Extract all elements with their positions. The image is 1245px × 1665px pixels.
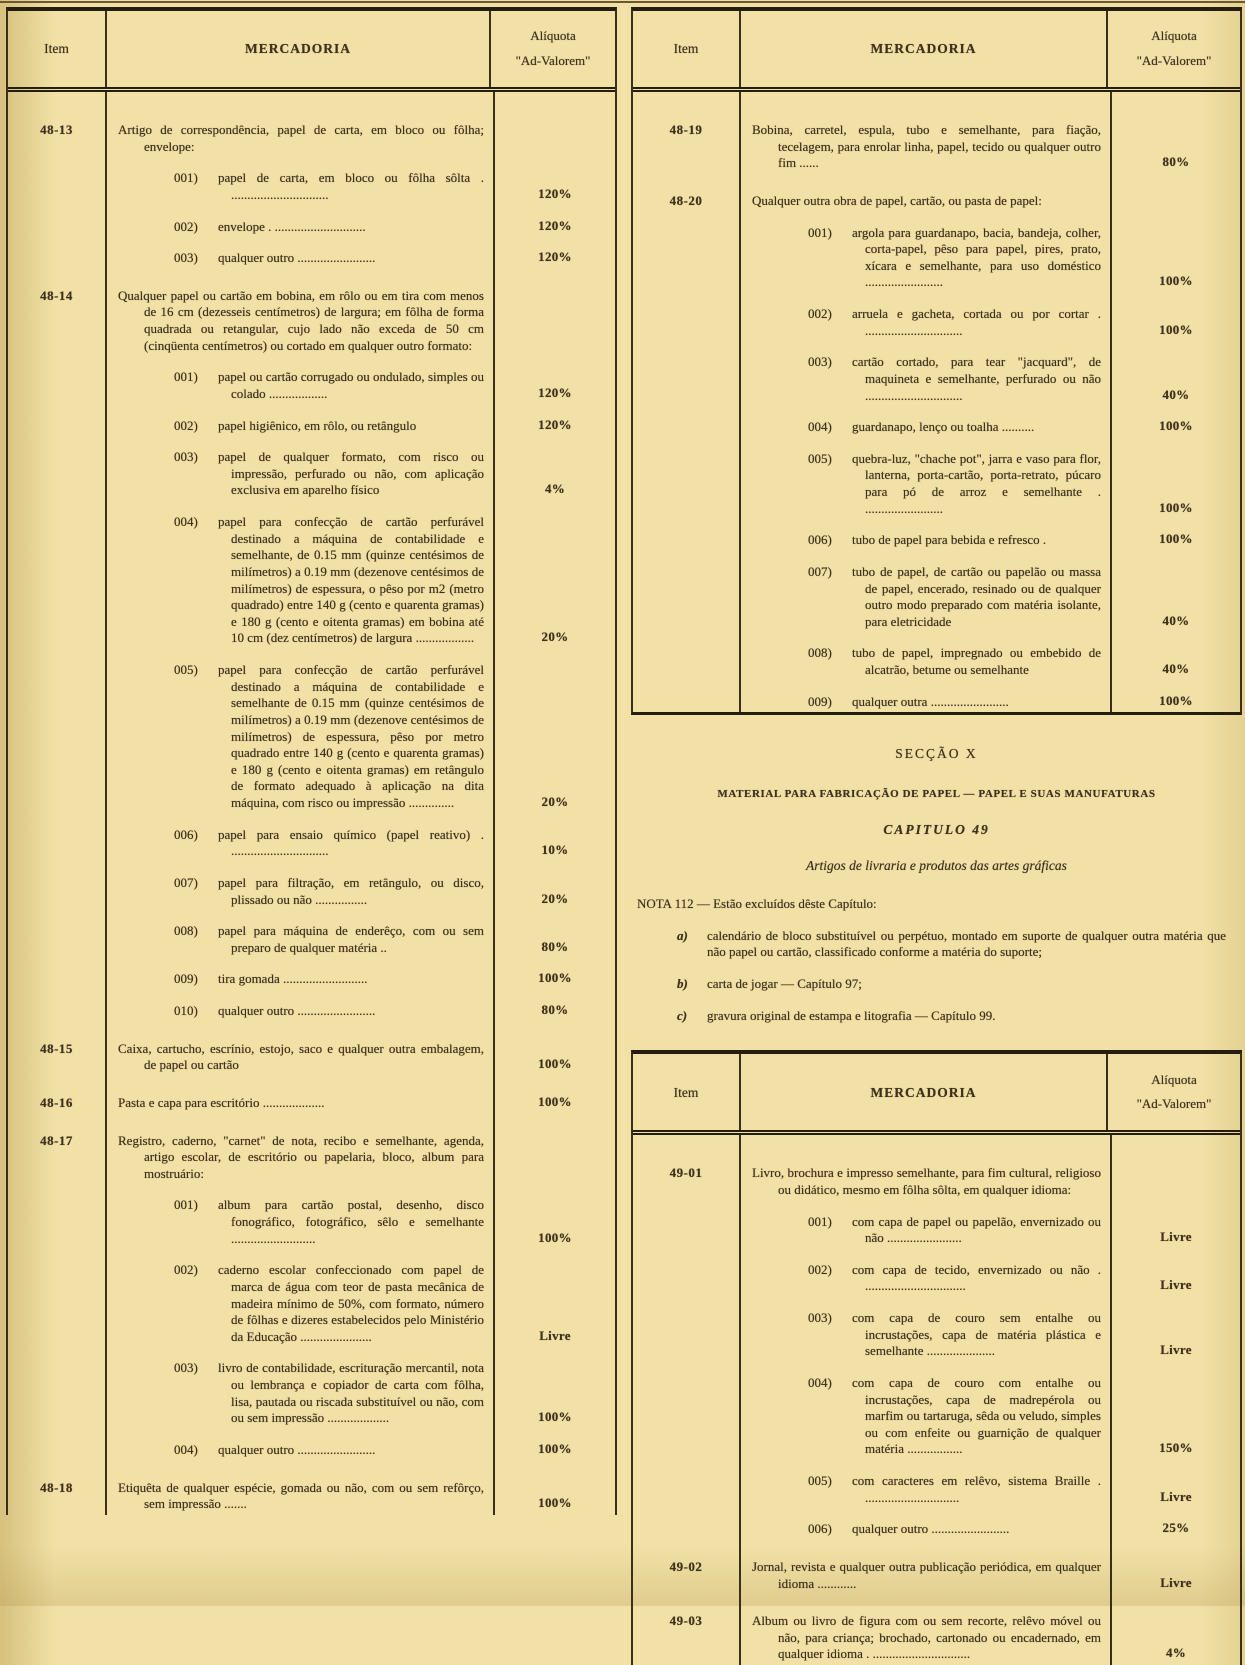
merchandise-text: Pasta e capa para escritório ...................	[118, 1094, 325, 1110]
rate-value: Livre	[1160, 1574, 1192, 1590]
merchandise-text: papel para confecção de cartão perfurável destinado a máquina de contabilidade e semelhante, de 0.15 mm (quinze centésimos de milímetros) a 0.19 mm (dezenove centésimos de milímetros) de espessura, o pêso por m2 (metro quadrado) entre 140 g (cento e quarenta gramas) e 180 g (cento e oitenta gramas) em bobina até 10 cm (dez centímetros) de largura ..................	[218, 514, 484, 646]
sub-item-number: 001)	[174, 369, 198, 385]
item-number	[8, 814, 107, 862]
sub-item-number: 009)	[174, 971, 198, 987]
rate-value: 20%	[541, 890, 569, 906]
aliquota-label-line2: "Ad-Valorem"	[515, 53, 591, 68]
rate-value: 80%	[1162, 154, 1190, 170]
item-number	[8, 1184, 107, 1249]
merchandise-text: papel para máquina de enderêço, com ou sem preparo de qualquer matéria ..	[218, 923, 484, 955]
left-column	[6, 7, 617, 1665]
merchandise-text: livro de contabilidade, escrituração mercantil, nota ou lembrança e copiador de carta com fôlha, lisa, pautada ou riscada substituível ou não, com ou sem impressão ...................	[218, 1360, 484, 1426]
table-row	[633, 92, 1240, 174]
item-number	[633, 1460, 741, 1508]
sub-item-number: 003)	[174, 449, 198, 465]
chapter-subtitle: Artigos de livraria e produtos das artes gráficas	[806, 857, 1067, 873]
right-table2-body	[633, 1135, 1240, 1665]
item-number	[8, 990, 107, 1022]
table-row	[633, 293, 1240, 341]
sub-item-number: 002)	[808, 1261, 832, 1277]
rate-value: 40%	[1162, 661, 1190, 676]
table-row	[8, 405, 615, 437]
rate-value: Livre	[1160, 1342, 1192, 1358]
rate-value: 100%	[538, 1229, 572, 1245]
item-number: 48-13	[8, 92, 107, 157]
table-row	[633, 1460, 1240, 1508]
item-number	[8, 1429, 107, 1461]
merchandise-text: papel para filtração, em retângulo, ou disco, plissado ou não ................	[218, 874, 484, 907]
table-row	[633, 174, 1240, 212]
item-number: 49-03	[633, 1594, 741, 1665]
merchandise-text: cartão cortado, para tear "jacquard", de maquineta e semelhante, perfurado ou não ..............................	[852, 354, 1101, 403]
item-number	[633, 632, 741, 680]
item-number: 48-15	[8, 1022, 107, 1076]
note-item	[637, 1008, 1236, 1025]
table-row	[8, 1022, 615, 1076]
table-row	[8, 157, 615, 205]
table-row	[633, 551, 1240, 633]
rate-value: 4%	[544, 481, 566, 497]
merchandise-text: tubo de papel, de cartão ou papelão ou massa de papel, encerado, resinado ou de qualquer outro modo preparado com matéria isolante, para eletricidade	[852, 563, 1101, 629]
table-row	[8, 1184, 615, 1249]
rate-value: Livre	[1160, 1488, 1192, 1504]
aliquota-label-line1: Alíquota	[1151, 28, 1197, 44]
rate-value: 120%	[538, 217, 572, 233]
sub-item-number: 004)	[174, 514, 198, 529]
item-number	[633, 519, 741, 551]
merchandise-text: Jornal, revista e qualquer outra publicação periódica, em qualquer idioma ............	[752, 1558, 1101, 1591]
table-row	[633, 1297, 1240, 1362]
rate-value: 100%	[1159, 321, 1193, 337]
sub-item-number: 002)	[174, 1262, 198, 1278]
item-number: 49-01	[633, 1135, 741, 1200]
note-label: c)	[677, 1007, 688, 1023]
table-row	[633, 1508, 1240, 1540]
rate-value: 40%	[1162, 612, 1190, 628]
column-header-item: Item	[633, 1054, 741, 1130]
merchandise-text: argola para guardanapo, bacia, bandeja, colher, corta-papel, pêso para papel, pires, prato, xícara e semelhante, para uso doméstico ........................	[852, 224, 1101, 290]
item-number	[633, 341, 741, 406]
sub-item-number: 008)	[174, 923, 198, 939]
item-number	[633, 1297, 741, 1362]
merchandise-text: qualquer outra ........................	[852, 693, 1009, 709]
left-tariff-table	[6, 7, 617, 1515]
table-row	[8, 436, 615, 501]
table-row	[8, 1429, 615, 1461]
table-row	[633, 519, 1240, 551]
rate-value: 100%	[538, 970, 572, 986]
item-number	[8, 356, 107, 404]
table-row	[8, 649, 615, 814]
merchandise-text: tubo de papel para bebida e refresco .	[852, 532, 1047, 548]
item-number: 48-19	[633, 92, 741, 174]
merchandise-text: com caracteres em relêvo, sistema Braille . .............................	[852, 1473, 1101, 1505]
merchandise-text: Bobina, carretel, espula, tubo e semelhante, para fiação, tecelagem, para enrolar linha, papel, tecido ou qualquer outro fim ......	[752, 122, 1101, 171]
rate-value: 100%	[1159, 499, 1193, 515]
item-number	[8, 958, 107, 990]
table-row	[8, 356, 615, 404]
rate-value: 100%	[538, 1056, 572, 1072]
note-item	[637, 976, 1236, 993]
item-number	[633, 293, 741, 341]
column-header-mercadoria: MERCADORIA	[245, 41, 351, 57]
tariff-page	[0, 3, 1245, 1665]
item-number	[8, 405, 107, 437]
table-row	[8, 814, 615, 862]
sub-item-number: 004)	[808, 1374, 832, 1390]
merchandise-text: com capa de couro com entalhe ou incrustações, capa de madrepérola ou marfim ou tartaruga, sêda ou veludo, simples ou com enfeite ou guarnição de qualquer matéria .................	[852, 1374, 1101, 1457]
merchandise-text: papel ou cartão corrugado ou ondulado, simples ou colado ..................	[218, 369, 484, 401]
rate-value: 100%	[1159, 418, 1193, 434]
table-row	[633, 681, 1240, 713]
sub-item-number: 010)	[174, 1003, 198, 1018]
table-row	[633, 632, 1240, 680]
right-tariff-table-chapter48	[631, 7, 1242, 715]
sub-item-number: 005)	[174, 662, 198, 677]
table-row	[633, 1362, 1240, 1460]
item-number: 48-18	[8, 1461, 107, 1515]
note-heading: NOTA 112 — Estão excluídos dêste Capítulo:	[637, 896, 877, 912]
aliquota-label-line2: "Ad-Valorem"	[1136, 1096, 1212, 1112]
merchandise-text: com capa de tecido, envernizado ou não . ...............................	[852, 1261, 1101, 1294]
rate-value: 4%	[1165, 1645, 1187, 1661]
rate-value: 80%	[541, 938, 569, 954]
note-item	[637, 928, 1236, 961]
sub-item-number: 003)	[808, 1310, 832, 1325]
column-header-aliquota	[1106, 1054, 1240, 1130]
rate-value: Livre	[1160, 1229, 1192, 1245]
sub-item-number: 002)	[174, 417, 198, 433]
rate-value: 100%	[538, 1495, 572, 1511]
item-number	[633, 551, 741, 633]
right-table1-body	[633, 92, 1240, 712]
sub-item-number: 003)	[808, 354, 832, 370]
table-row	[633, 1249, 1240, 1297]
table-row	[8, 269, 615, 357]
column-header-mercadoria: MERCADORIA	[870, 1084, 977, 1100]
left-table-body	[8, 92, 615, 1515]
sub-item-number: 004)	[808, 419, 832, 435]
rate-value: Livre	[539, 1327, 571, 1343]
merchandise-text: Etiquêta de qualquer espécie, gomada ou não, com ou sem refôrço, sem impressão .......	[118, 1479, 484, 1512]
sub-item-number: 009)	[808, 693, 832, 709]
table-row	[8, 958, 615, 990]
rate-value: 120%	[538, 185, 572, 201]
rate-value: 120%	[538, 416, 572, 432]
aliquota-label-line1: Alíquota	[1151, 1071, 1197, 1087]
merchandise-text: qualquer outro ........................	[218, 250, 376, 266]
note-text: gravura original de estampa e litografia — Capítulo 99.	[707, 1007, 996, 1023]
table-row	[8, 92, 615, 157]
item-number	[8, 206, 107, 238]
item-number: 48-14	[8, 269, 107, 357]
table-row	[8, 1347, 615, 1429]
item-number	[633, 406, 741, 438]
table-row	[8, 237, 615, 269]
table-row	[8, 501, 615, 649]
note-list	[637, 928, 1236, 1025]
item-number	[633, 212, 741, 294]
merchandise-text: qualquer outro ........................	[218, 1441, 376, 1457]
note-label: b)	[677, 976, 688, 991]
left-table-header	[8, 11, 615, 92]
item-number	[8, 157, 107, 205]
sub-item-number: 001)	[808, 224, 832, 240]
item-number	[633, 1362, 741, 1460]
rate-value: 150%	[1159, 1440, 1193, 1456]
merchandise-text: Album ou livro de figura com ou sem recorte, relêvo móvel ou não, para criança; brochado, cartonado ou encadernado, em qualquer idioma . ..............................	[752, 1613, 1101, 1662]
table-row	[8, 1249, 615, 1347]
section-subtitle: MATERIAL PARA FABRICAÇÃO DE PAPEL — PAPEL E SUAS MANUFATURAS	[717, 787, 1156, 800]
item-number	[8, 501, 107, 649]
right-tariff-table-chapter49	[631, 1050, 1242, 1665]
merchandise-text: papel de qualquer formato, com risco ou impressão, perfurado ou não, com aplicação exclusiva em aparelho físico	[218, 449, 484, 498]
table-row	[633, 438, 1240, 520]
item-number	[8, 649, 107, 814]
merchandise-text: Qualquer outra obra de papel, cartão, ou pasta de papel:	[752, 192, 1042, 208]
sub-item-number: 001)	[174, 1197, 198, 1213]
table-row	[633, 406, 1240, 438]
aliquota-label-line1: Alíquota	[530, 28, 576, 44]
item-number	[8, 436, 107, 501]
merchandise-text: Artigo de correspondência, papel de carta, em bloco ou fôlha; envelope:	[118, 122, 484, 154]
column-header-item: Item	[8, 11, 107, 87]
merchandise-text: papel higiênico, em rôlo, ou retângulo	[218, 417, 417, 433]
merchandise-text: envelope . ............................	[218, 218, 366, 234]
item-number	[8, 862, 107, 910]
note-label: a)	[677, 927, 688, 943]
rate-value: Livre	[1160, 1277, 1192, 1293]
rate-value: 100%	[1159, 531, 1193, 547]
table-row	[8, 910, 615, 958]
table-row	[8, 862, 615, 910]
aliquota-label-line2: "Ad-Valorem"	[1136, 53, 1212, 68]
sub-item-number: 003)	[174, 1360, 198, 1376]
rate-value: 80%	[541, 1002, 569, 1017]
merchandise-text: qualquer outro ........................	[852, 1521, 1010, 1537]
merchandise-text: papel de carta, em bloco ou fôlha sôlta . ..............................	[218, 170, 484, 202]
rate-value: 100%	[1159, 692, 1193, 708]
merchandise-text: qualquer outro ........................	[218, 1003, 376, 1018]
rate-value: 10%	[541, 842, 569, 858]
table-row	[633, 1135, 1240, 1200]
merchandise-text: Registro, caderno, "carnet" de nota, recibo e semelhante, agenda, artigo escolar, de escritório ou papelaria, bloco, album para mostruário:	[118, 1132, 484, 1181]
item-number: 48-17	[8, 1114, 107, 1185]
item-number	[633, 681, 741, 713]
rate-value: 100%	[1159, 273, 1193, 289]
table-row	[633, 341, 1240, 406]
rate-value: 40%	[1162, 386, 1190, 402]
item-number	[633, 1249, 741, 1297]
merchandise-text: com capa de couro sem entalhe ou incrustações, capa de matéria plástica e semelhante .....................	[852, 1310, 1101, 1359]
right-column	[631, 7, 1242, 1665]
right-table2-header	[633, 1054, 1240, 1135]
sub-item-number: 006)	[808, 532, 832, 548]
merchandise-text: tira gomada ..........................	[218, 971, 368, 987]
item-number	[633, 1201, 741, 1249]
column-header-mercadoria: MERCADORIA	[870, 41, 977, 57]
table-row	[8, 206, 615, 238]
table-row	[633, 212, 1240, 294]
item-number	[633, 1508, 741, 1540]
sub-item-number: 002)	[808, 306, 832, 321]
chapter-title: CAPITULO 49	[883, 821, 990, 837]
section-x-block	[631, 745, 1242, 1024]
sub-item-number: 004)	[174, 1441, 198, 1457]
item-number	[633, 438, 741, 520]
merchandise-text: quebra-luz, "chache pot", jarra e vaso para flor, lanterna, porta-cartão, porta-retrato, púcaro para pó de arroz e semelhante . ........................	[852, 450, 1101, 516]
sub-item-number: 007)	[808, 563, 832, 579]
item-number: 48-16	[8, 1076, 107, 1114]
rate-value: 100%	[538, 1409, 572, 1425]
item-number: 49-02	[633, 1540, 741, 1594]
item-number	[8, 910, 107, 958]
merchandise-text: com capa de papel ou papelão, envernizado ou não .......................	[852, 1213, 1101, 1246]
sub-item-number: 005)	[808, 1473, 832, 1488]
merchandise-text: guardanapo, lenço ou toalha ..........	[852, 419, 1035, 435]
merchandise-text: arruela e gacheta, cortada ou por cortar . ..............................	[852, 306, 1101, 338]
table-row	[8, 1114, 615, 1185]
item-number	[8, 237, 107, 269]
table-row	[8, 990, 615, 1022]
sub-item-number: 006)	[174, 826, 198, 842]
sub-item-number: 002)	[174, 218, 198, 234]
note-text: calendário de bloco substituível ou perpétuo, montado em suporte de qualquer outra matéria que não papel ou cartão, classificado conforme a matéria do suporte;	[707, 927, 1226, 960]
sub-item-number: 001)	[174, 170, 198, 186]
rate-value: 20%	[541, 629, 569, 645]
sub-item-number: 008)	[808, 645, 832, 661]
section-title: SECÇÃO X	[895, 746, 978, 762]
item-number	[8, 1347, 107, 1429]
rate-value: 120%	[538, 384, 572, 400]
table-row	[633, 1201, 1240, 1249]
rate-value: 20%	[541, 794, 569, 809]
item-number: 48-20	[633, 174, 741, 212]
rate-value: 100%	[538, 1093, 572, 1109]
merchandise-text: papel para ensaio químico (papel reativo) . ..............................	[218, 826, 484, 859]
merchandise-text: Qualquer papel ou cartão em bobina, em rôlo ou em tira com menos de 16 cm (dezesseis centímetros) de largura; em fôlha de forma quadrada ou retangular, cujo lado não exceda de 50 cm (cinqüenta centímetros) ou cortado em qualquer outro formato:	[118, 287, 484, 353]
rate-value: 100%	[538, 1440, 572, 1456]
merchandise-text: Livro, brochura e impresso semelhante, para fim cultural, religioso ou didático, mesmo em fôlha sôlta, em qualquer idioma:	[752, 1165, 1101, 1197]
table-row	[8, 1461, 615, 1515]
table-row	[633, 1540, 1240, 1594]
column-header-item: Item	[633, 11, 741, 87]
rate-value: 25%	[1162, 1520, 1190, 1536]
merchandise-text: tubo de papel, impregnado ou embebido de alcatrão, betume ou semelhante	[852, 645, 1101, 677]
sub-item-number: 001)	[808, 1213, 832, 1229]
sub-item-number: 005)	[808, 450, 832, 466]
column-header-aliquota	[1106, 11, 1240, 87]
column-header-aliquota	[489, 11, 615, 87]
sub-item-number: 003)	[174, 250, 198, 266]
rate-value: 120%	[538, 249, 572, 265]
merchandise-text: caderno escolar confeccionado com papel de marca de água com teor de pasta mecânica de madeira mínimo de 50%, com formato, número de fôlhas e dizeres estabelecidos pelo Ministério da Educação ......................	[218, 1262, 484, 1344]
sub-item-number: 006)	[808, 1521, 832, 1537]
merchandise-text: album para cartão postal, desenho, disco fonográfico, fotográfico, sêlo e semelhante ..........................	[218, 1197, 484, 1246]
sub-item-number: 007)	[174, 874, 198, 890]
merchandise-text: papel para confecção de cartão perfurável destinado a máquina de contabilidade e semelhante de 0.15 mm (quinze centésimos de milímetros) a 0.19 mm (dezenove centésimos de milímetros) de espessura, pêso por metro quadrado entre 140 g (cento e quarenta gramas) e 180 g (cento e oitenta gramas) em retângulo de formato adequado à aplicação na dita máquina, com risco ou impressão ..............	[218, 662, 484, 810]
merchandise-text: Caixa, cartucho, escrínio, estojo, saco e qualquer outra embalagem, de papel ou cartão	[118, 1040, 484, 1073]
table-row	[8, 1076, 615, 1114]
right-table1-header	[633, 11, 1240, 92]
item-number	[8, 1249, 107, 1347]
note-text: carta de jogar — Capítulo 97;	[707, 976, 862, 991]
